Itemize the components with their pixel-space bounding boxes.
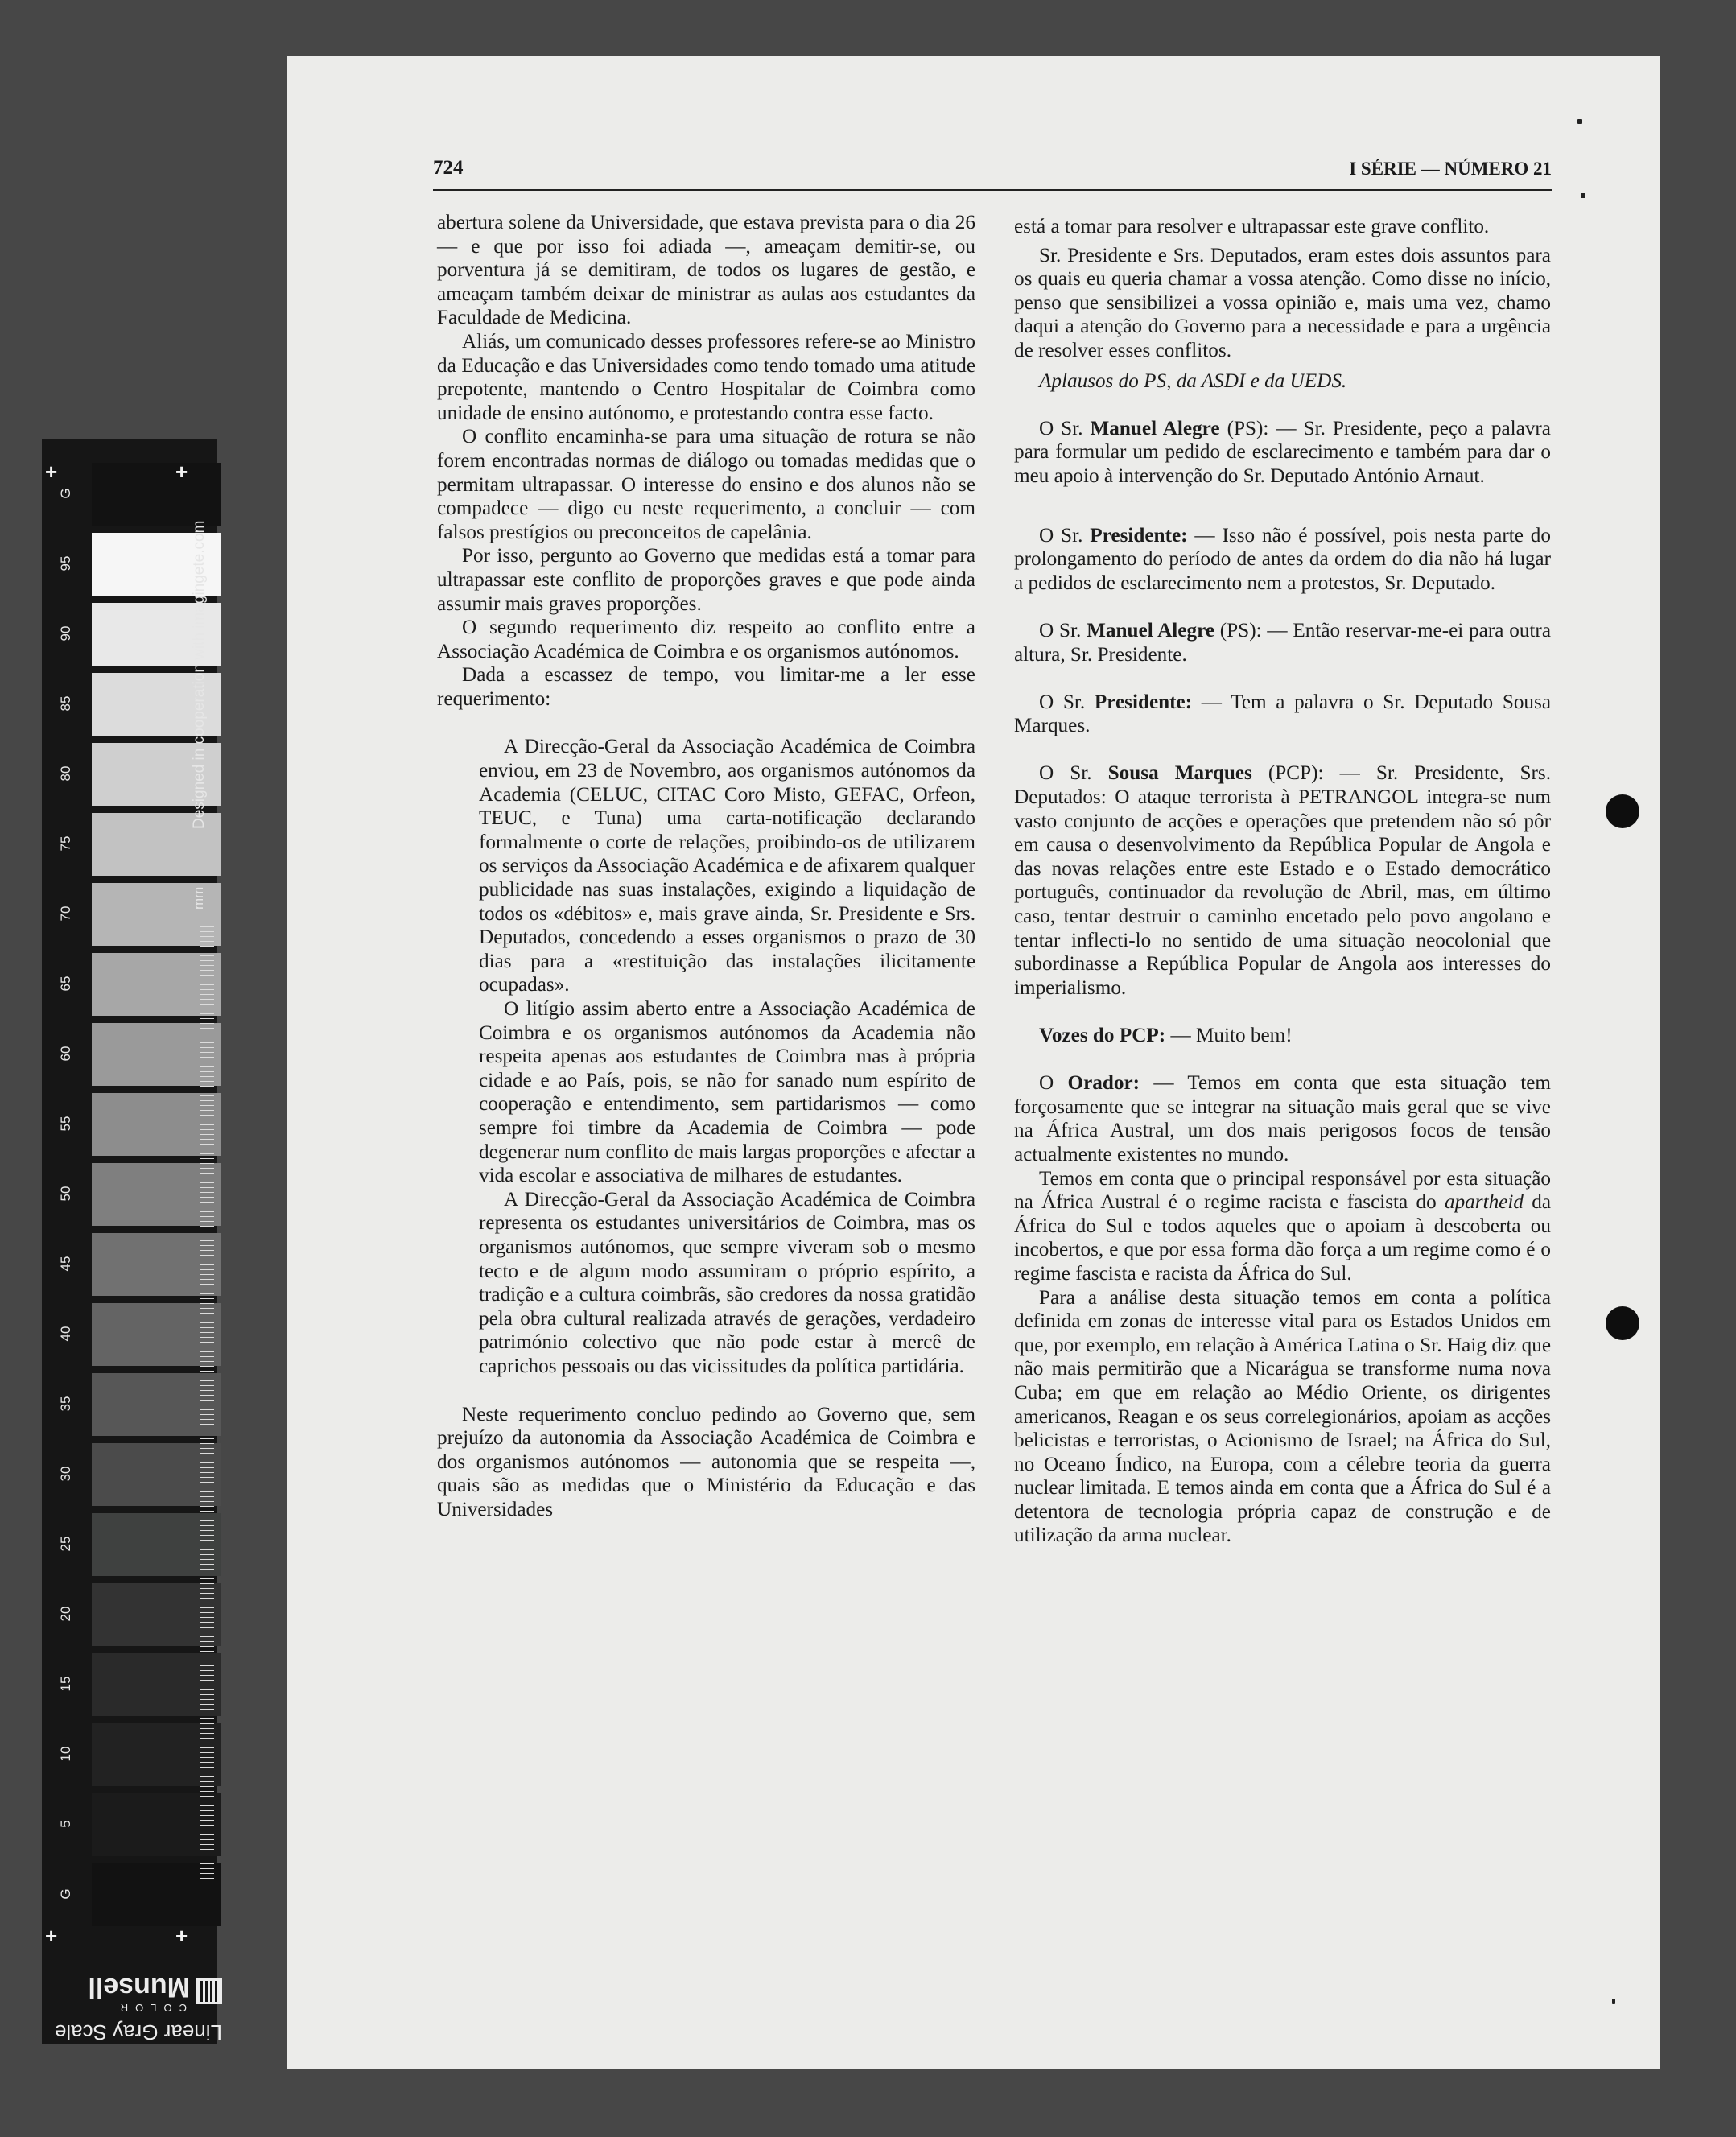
- scale-label: 50: [58, 1186, 73, 1202]
- speaker-prefix: O: [1039, 1072, 1054, 1095]
- scale-label: 65: [58, 976, 73, 992]
- speech: [1014, 1024, 1551, 1048]
- paragraph: Neste requerimento concluo pedindo ao Governo que, sem prejuízo da autonomia da Associação Académica de Coimbra e dos organismos autónomos — autonomia que se respeita —, quais são as medidas que o Ministério da Educação e das Universidades: [437, 1403, 975, 1520]
- scale-label: 30: [58, 1466, 73, 1482]
- scale-label: 10: [58, 1746, 73, 1762]
- scale-label: 95: [58, 555, 73, 571]
- left-column: [437, 211, 975, 1521]
- speech-text: (PS): — Então reservar-me-ei para outra altura, Sr. Presidente.: [1014, 619, 1551, 666]
- scale-label: 40: [58, 1326, 73, 1342]
- scale-label: G: [58, 488, 73, 499]
- speech: [1014, 761, 1551, 1000]
- quoted-paragraph: A Direcção-Geral da Associação Académica de Coimbra representa os estudantes universitários de Coimbra, mas os organismos autónomos, que sempre viveram sob o mesmo tecto e de algum modo assumiram o próprio espírito, a tradição e a cultura coimbrãs, são credores da nossa gratidão pela obra cultural realizada através de gerações, verdadeiro património colectivo que não pode estar à mercê de caprichos pessoais ou das vicissitudes da política partidária.: [479, 1188, 975, 1377]
- ruler-unit: mm: [191, 886, 206, 910]
- series-label: I SÉRIE — NÚMERO 21: [1349, 159, 1552, 179]
- speech-text: — Isso não é possível, pois nesta parte do prolongamento do período de antes da ordem do dia não há lugar a pedidos de esclarecimento nem a protestos, Sr. Deputado.: [1014, 524, 1551, 594]
- registration-mark: +: [45, 1924, 58, 1948]
- scale-credit: Designed in cooperation with imagingete.com: [191, 520, 208, 829]
- paragraph: Para a análise desta situação temos em conta a política definida em zonas de interesse vital para os Estados Unidos em que, por exemplo, em relação à América Latina o Sr. Haig diz que não mais permitirão que a Nicarágua se transforme numa nova Cuba; em que em relação ao Médio Oriente, os dirigentes americanos, Reagan e os seus correlegionários, apoiam as acções belicistas e terroristas, o Acionismo de Israel; na África do Sul, no Oceano Índico, na Europa, com a célebre teoria da guerra nuclear limitada. E temos ainda em conta que a África do Sul é a detentora de tecnologia própria capaz de construção e de utilização da arma nuclear.: [1014, 1286, 1551, 1547]
- speech: [1014, 1071, 1551, 1166]
- speaker-name: Manuel Alegre: [1087, 619, 1214, 642]
- paragraph: O segundo requerimento diz respeito ao conflito entre a Associação Académica de Coimbra e os organismos autónomos.: [437, 617, 975, 662]
- munsell-logo-icon: [196, 1978, 222, 2004]
- paragraph: Aliás, um comunicado desses professores refere-se ao Ministro da Educação e das Universidades como tendo tomado uma atitude prepotente, mantendo o Centro Hospitalar de Coimbra como unidade de ensino autónomo, e protestando contra esse facto.: [437, 330, 975, 424]
- brand-sub: COLOR: [113, 2002, 187, 2014]
- speaker-prefix: O Sr.: [1039, 619, 1082, 642]
- speaker-name: Orador:: [1067, 1072, 1140, 1095]
- paragraph: Sr. Presidente e Srs. Deputados, eram estes dois assuntos para os quais eu queria chamar a vossa atenção. Como disse no início, penso que sensibilizei a vossa opinião e, mais uma vez, chamo daqui a atenção do Governo para a necessidade e para a urgência de resolver esses conflitos.: [1014, 244, 1551, 361]
- mm-ruler: [200, 922, 214, 1887]
- scale-label: 45: [58, 1256, 73, 1272]
- speech-text: (PS): — Sr. Presidente, peço a palavra para formular um pedido de esclarecimento e também para dar o meu apoio à intervenção do Sr. Deputado António Arnaut.: [1014, 417, 1551, 487]
- paragraph: Por isso, pergunto ao Governo que medidas está a tomar para ultrapassar este conflito de proporções graves e que pode ainda assumir mais graves proporções.: [437, 545, 975, 615]
- speaker-prefix: O Sr.: [1039, 762, 1092, 785]
- speech: [1014, 524, 1551, 596]
- page-number: 724: [433, 157, 464, 179]
- punch-hole: [1606, 1306, 1639, 1340]
- speech-text: — Tem a palavra o Sr. Deputado Sousa Marques.: [1014, 691, 1552, 737]
- scale-label: G: [58, 1888, 73, 1900]
- scale-label: 85: [58, 695, 73, 712]
- page-header: [433, 155, 1552, 191]
- scale-title: Linear Gray Scale: [54, 2020, 222, 2044]
- scale-label: 15: [58, 1676, 73, 1692]
- scale-label: 75: [58, 835, 73, 852]
- paragraph: O conflito encaminha-se para uma situação de rotura se não forem encontradas normas de diálogo ou tomadas medidas que o permitam ultrapassar. O interesse do ensino e dos alunos não se compadece — digo eu neste requerimento, a concluir — com falsos prestígios ou preconceitos de capelânia.: [437, 426, 975, 543]
- speaker-name: Presidente:: [1094, 691, 1193, 713]
- speaker-prefix: O Sr.: [1039, 524, 1083, 547]
- speaker-name: Vozes do PCP:: [1039, 1025, 1166, 1046]
- speaker-prefix: O Sr.: [1039, 691, 1086, 713]
- speech: [1014, 417, 1551, 489]
- scale-label: 80: [58, 765, 73, 782]
- speech-text: (PCP): — Sr. Presidente, Srs. Deputados: O ataque terrorista à PETRANGOL integra-se num vasto conjunto de acções e operações que pretendem não só pôr em causa o desenvolvimento da República Popular de Angola e das novas relações entre este Estado e o Estado democrático português, continuador da revolução de Abril, mas, em último caso, tentar destruir o caminho encetado pelo povo angolano e tentar inflecti-lo no sentido de uma situação neocolonial que subordinasse a República Popular de Angola aos interesses do imperialismo.: [1014, 762, 1551, 999]
- registration-mark: +: [175, 460, 188, 484]
- paragraph: abertura solene da Universidade, que estava prevista para o dia 26 — e que por isso foi adiada —, ameaçam demitir-se, ou porventura já se demitiram, de todos os lugares de gestão, e ameaçam também deixar de ministrar as aulas aos estudantes da Faculdade de Medicina.: [437, 212, 975, 329]
- text-run: Temos em conta que o principal responsável por esta situação na África Austral é o regime racista e fascista do: [1014, 1167, 1551, 1214]
- punch-hole: [1606, 794, 1639, 828]
- paragraph: está a tomar para resolver e ultrapassar este grave conflito.: [1014, 216, 1490, 237]
- paragraph: Dada a escassez de tempo, vou limitar-me a ler esse requerimento:: [437, 664, 975, 710]
- registration-mark: +: [45, 460, 58, 484]
- italic-term: apartheid: [1444, 1191, 1524, 1214]
- munsell-brand: [53, 1948, 222, 2044]
- scale-label: 70: [58, 906, 73, 922]
- scale-label: 20: [58, 1606, 73, 1622]
- speaker-name: Sousa Marques: [1107, 762, 1252, 785]
- quoted-paragraph: A Direcção-Geral da Associação Académica de Coimbra enviou, em 23 de Novembro, aos organismos autónomos da Academia (CELUC, CITAC Coro Misto, GEFAC, Orfeon, TEUC, e Tuna) uma carta-notificação declarando formalmente o corte de relações, proibindo-os de utilizarem os serviços da Associação Académica e de afixarem qualquer publicidade nas suas instalações, exigindo a liquidação de todos os «débitos» e, mais grave ainda, Sr. Presidente e Srs. Deputados, concedendo a esses organismos o prazo de 30 dias para a «restituição das instalações ilicitamente ocupadas».: [479, 736, 975, 996]
- paragraph: [1014, 1167, 1551, 1286]
- scale-label: 60: [58, 1046, 73, 1062]
- scale-label: 25: [58, 1536, 73, 1552]
- speech: [1014, 619, 1551, 666]
- right-column: [1014, 215, 1551, 1548]
- scale-label: 5: [58, 1820, 73, 1828]
- applause-note: Aplausos do PS, da ASDI e da UEDS.: [1039, 369, 1347, 392]
- scale-label: 55: [58, 1116, 73, 1132]
- speck: [1577, 119, 1582, 124]
- brand-name: Munsell: [88, 1972, 190, 2003]
- scale-label: 35: [58, 1396, 73, 1412]
- speaker-name: Manuel Alegre: [1090, 417, 1220, 439]
- speaker-prefix: O Sr.: [1039, 417, 1083, 439]
- speck: [1612, 1999, 1615, 2004]
- scale-label: 90: [58, 625, 73, 642]
- text-run: da África do Sul e todos aqueles que o apoiam à descoberta ou incobertos, e que por essa forma dão força a um regime como é o regime fascista e racista da África do Sul.: [1014, 1191, 1551, 1285]
- speck: [1581, 193, 1585, 198]
- speech-text: — Temos em conta que esta situação tem forçosamente que se integrar na situação mais geral que se vive na África Austral, um dos mais perigosos focos de tensão actualmente existentes no mundo.: [1014, 1072, 1551, 1165]
- speech: [1014, 691, 1551, 738]
- quoted-paragraph: O litígio assim aberto entre a Associação Académica de Coimbra e os organismos autónomos da Academia não respeita apenas aos estudantes de Coimbra mas à própria cidade e ao País, pois, se não for sanado num espírito de cooperação e entendimento, sem partidarismos — como sempre foi timbre da Academia de Coimbra — pode degenerar num conflito de mais largas proporções e afectar a vida escolar e associativa de milhares de estudantes.: [479, 998, 975, 1187]
- speaker-name: Presidente:: [1090, 524, 1188, 547]
- registration-mark: +: [175, 1924, 188, 1948]
- speech-text: — Muito bem!: [1165, 1025, 1293, 1046]
